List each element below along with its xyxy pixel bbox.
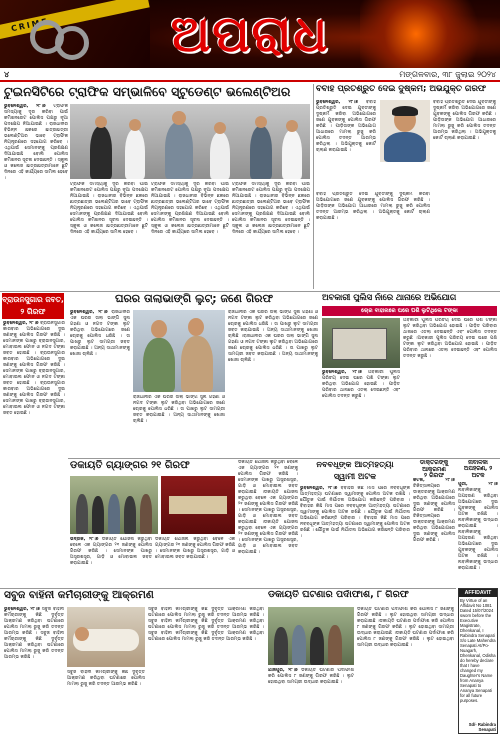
photo-person xyxy=(210,132,230,179)
story6-text: ଡକାୟତି ଯୋଜନା କରୁଥିବା ବେଳେ ଏକ ଗ୍ୟାଙ୍ଗର ୨୧ ଜଣଙ୍କୁ ପୋଲିସ ଗିରଫ କରିଛି । ସେମାନଙ୍କ ପାଖରୁ ଅସ୍ତ୍ରଶସ୍ତ୍ର, ଗାଡ଼ି ଓ ମୋବାଇଲ ଜବତ କରାଯାଇଛି । xyxy=(70,537,152,566)
story8-headline-text: ଡାକ୍ତରଙ୍କୁ ଆକ୍ରମଣ xyxy=(419,460,449,473)
story1-body xyxy=(4,104,68,289)
story11-col2 xyxy=(357,607,454,735)
story5-text: ବ୍ରାଉନସୁଗାର କାରବାର ଅଭିଯୋଗରେ ଦୁଇ ଜଣଙ୍କୁ ପୋଲିସ ଗିରଫ କରିଛି । ସେମାନଙ୍କ ପାଖରୁ ବ୍ରାଉନସୁଗାର, ମୋବାଇଲ ଫୋନ ଓ ନଗଦ ଟଙ୍କା ଜବତ ହୋଇଛି । xyxy=(3,321,65,356)
story1-byline: ଭୁବନେଶ୍ୱର, ୨୮।୭ xyxy=(4,104,46,109)
photo-person xyxy=(76,494,88,534)
photo-head xyxy=(286,120,298,132)
photo-person xyxy=(108,494,120,534)
photo-person xyxy=(292,625,306,665)
story9-text: ନାବାଳିକାଙ୍କୁ ଅପହରଣ କରିଥିବା ଅଭିଯୋଗରେ ଦୁଇ ଯୁବକଙ୍କୁ ପୋଲିସ ଅଟକ ରଖିଛି । ନାବାଳିକାଙ୍କୁ ଉଦ୍ଧାର କରାଯାଇଛି । xyxy=(458,488,498,529)
photo-person xyxy=(310,627,324,665)
story6-col3-text: ଡକାୟତି ଯୋଜନା କରୁଥିବା ବେଳେ ଏକ ଗ୍ୟାଙ୍ଗର ୨୧ ଜଣଙ୍କୁ ପୋଲିସ ଗିରଫ କରିଛି । ସେମାନଙ୍କ ପାଖରୁ ଅସ୍ତ୍ରଶସ୍ତ୍ର, ଗାଡ଼ି ଓ ମୋବାଇଲ ଜବତ କରାଯାଇଛି । xyxy=(238,520,298,555)
story5-text: ବ୍ରାଉନସୁଗାର କାରବାର ଅଭିଯୋଗରେ ଦୁଇ ଜଣଙ୍କୁ ପୋଲିସ ଗିରଫ କରିଛି । ସେମାନଙ୍କ ପାଖରୁ ବ୍ରାଉନସୁଗାର, ମୋବାଇଲ ଫୋନ ଓ ନଗଦ ଟଙ୍କା ଜବତ ହୋଇଛି । xyxy=(3,351,65,386)
story1-col2 xyxy=(70,182,148,290)
story10-text: ସବୁଜ ବାହିନୀ କର୍ମଚାରୀଙ୍କୁ କିଛି ଦୁର୍ବୃତ୍ତ ଆକ୍ରମଣ କରିଥିବା ଘଟଣାରେ ପୋଲିସ ମାମଲା ରୁଜୁ କରି ତଦନ୍ତ ଆରମ୍ଭ କରିଛି । xyxy=(4,607,64,636)
story6-col3 xyxy=(238,460,298,587)
photo-person xyxy=(384,132,426,162)
story4-col2-text: ଅବକାରୀ ପୁଲିସ ପରିଚୟ ଦେଇ ଘରେ ପଶି ଟଙ୍କା ଲୁଟ କରିଥିବା ଅଭିଯୋଗ ହୋଇଛି । ପୀଡ଼ିତ ପରିବାର ଥାନାରେ ଏତଲା ଦେଇଛନ୍ତି ଏବଂ ପୋଲିସ ତଦନ୍ତ କରୁଛି । xyxy=(403,318,497,341)
story6-col3-text: ଡକାୟତି ଯୋଜନା କରୁଥିବା ବେଳେ ଏକ ଗ୍ୟାଙ୍ଗର ୨୧ ଜଣଙ୍କୁ ପୋଲିସ ଗିରଫ କରିଛି । ସେମାନଙ୍କ ପାଖରୁ ଅସ୍ତ୍ରଶସ୍ତ୍ର, ଗାଡ଼ି ଓ ମୋବାଇଲ ଜବତ କରାଯାଇଛି । xyxy=(238,490,298,525)
story11-col2-text: ଡକାୟତି ଘଟଣାର ପର୍ଦାଫାଶ କରି ପୋଲିସ ୮ ଜଣଙ୍କୁ ଗିରଫ କରିଛି । ଲୁଟ ହୋଇଥିବା ସାମଗ୍ରୀ ଉଦ୍ଧାର କରାଯାଇଛି । xyxy=(357,631,454,648)
photo-head xyxy=(214,122,226,134)
story7-byline: ଭୁବନେଶ୍ୱର, ୨୮।୭ xyxy=(300,486,338,491)
photo-person xyxy=(92,496,104,534)
story3-col2 xyxy=(133,395,225,456)
photo-seized-table xyxy=(169,496,227,514)
story2-byline: ଭୁବନେଶ୍ୱର, ୨୮।୭ xyxy=(316,100,359,105)
photo-head xyxy=(255,116,267,128)
photo-person xyxy=(165,122,193,179)
story1-body-text: ଟ୍ରାଫିକ ସମସ୍ୟାକୁ ଦୂର କରିବା ପାଇଁ କମିଶନରେଟ ପୋଲିସ ପକ୍ଷରୁ ନୂଆ ପଦକ୍ଷେପ ନିଆଯାଇଛି । ରାଜଧାନୀର ବିଭିନ୍ନ ଛକରେ ଛାତ୍ରଛାତ୍ରୀ ଭଲେଣ୍ଟିଅର ଭାବେ ଟ୍ରାଫିକ ନିୟନ୍ତ୍ରଣରେ ସହଯୋଗ କରିବେ । ଏଥିପାଇଁ ସେମାନଙ୍କୁ ପ୍ରଶିକ୍ଷଣ ଦିଆଯାଇଛି ବୋଲି ପୋଲିସ କମିଶନର ସୂଚନା ଦେଇଛନ୍ତି । ସ୍କୁଲ ଓ କଲେଜ ଛାତ୍ରଛାତ୍ରୀମାନେ ଛୁଟି ଦିନରେ ଏହି କାର୍ଯ୍ୟରେ ସାମିଲ ହେବେ । xyxy=(4,104,68,181)
story10-col1 xyxy=(4,607,64,735)
story4-headline: ଅବକାରୀ ପୁଲିସ ନାଁରେ ଥାନାରେ ଅଭିଯୋଗ xyxy=(322,293,457,302)
story10-col3-text: ସବୁଜ ବାହିନୀ କର୍ମଚାରୀଙ୍କୁ କିଛି ଦୁର୍ବୃତ୍ତ ଆକ୍ରମଣ କରିଥିବା ଘଟଣାରେ ପୋଲିସ ମାମଲା ରୁଜୁ କରି ତଦନ୍ତ ଆରମ୍ଭ କରିଛି । xyxy=(148,619,264,630)
crime-scene-illustration xyxy=(0,0,150,68)
story7-body xyxy=(300,486,410,586)
photo-person xyxy=(181,336,213,392)
story11-headline: ଡକାୟତି ଘଟଣାର ପର୍ଦାଫାଶ, ୮ ଗିରଫ xyxy=(268,590,409,600)
story7-text: ବିବାହର କିଛି ମାସ ପରେ ନବବଧୂଙ୍କ ଆତ୍ମହତ୍ୟା ଘଟଣାରେ ସ୍ୱାମୀଙ୍କୁ ପୋଲିସ ଅଟକ ରଖିଛି । ଯୌତୁକ ପାଇଁ ନିର୍ଯାତନା ଅଭିଯୋଗ କରିଛନ୍ତି ପରିବାର । xyxy=(300,486,410,503)
story6-headline: ଡକାୟତି ଗ୍ୟାଙ୍ଗର ୨୧ ଗିରଫ xyxy=(70,460,190,471)
story6-col3-text: ଡକାୟତି ଯୋଜନା କରୁଥିବା ବେଳେ ଏକ ଗ୍ୟାଙ୍ଗର ୨୧ ଜଣଙ୍କୁ ପୋଲିସ ଗିରଫ କରିଛି । ସେମାନଙ୍କ ପାଖରୁ ଅସ୍ତ୍ରଶସ୍ତ୍ର, ଗାଡ଼ି ଓ ମୋବାଇଲ ଜବତ କରାଯାଇଛି । xyxy=(238,460,298,495)
photo-person xyxy=(140,494,152,534)
story10-col2-text: ସବୁଜ ବାହିନୀ କର୍ମଚାରୀଙ୍କୁ କିଛି ଦୁର୍ବୃତ୍ତ ଆକ୍ରମଣ କରିଥିବା ଘଟଣାରେ ପୋଲିସ ମାମଲା ରୁଜୁ କରି ତଦନ୍ତ ଆରମ୍ଭ କରିଛି । xyxy=(67,670,145,687)
photo-person xyxy=(282,130,302,179)
story7-text: ବିବାହର କିଛି ମାସ ପରେ ନବବଧୂଙ୍କ ଆତ୍ମହତ୍ୟା ଘଟଣାରେ ସ୍ୱାମୀଙ୍କୁ ପୋଲିସ ଅଟକ ରଖିଛି । ଯୌତୁକ ପାଇଁ ନିର୍ଯାତନା ଅଭିଯୋଗ କରିଛନ୍ତି ପରିବାର । xyxy=(300,516,410,539)
masthead-glow xyxy=(360,0,500,68)
story7-headline: ନବବଧୂଙ୍କ ଆତ୍ମହତ୍ୟା xyxy=(316,460,394,469)
story3-photo-accused xyxy=(133,310,225,392)
story4-col2-text: ଅବକାରୀ ପୁଲିସ ପରିଚୟ ଦେଇ ଘରେ ପଶି ଟଙ୍କା ଲୁଟ କରିଥିବା ଅଭିଯୋଗ ହୋଇଛି । ପୀଡ଼ିତ ପରିବାର ଥାନାରେ ଏତଲା ଦେଇଛନ୍ତି ଏବଂ ପୋଲିସ ତଦନ୍ତ କରୁଛି । xyxy=(403,336,497,359)
photo-head xyxy=(75,627,89,641)
photo-person xyxy=(124,496,136,534)
crime-tape: CRIME xyxy=(0,0,150,40)
story5-body xyxy=(3,321,65,586)
affidavit-signature: Sd/- Rabindra Senapati xyxy=(468,722,496,732)
story5-headline: ବ୍ରାଉନସୁଗାର ଜବତ, ୨ ଗିରଫ xyxy=(2,293,64,319)
story1-col4-text: ଟ୍ରାଫିକ ସମସ୍ୟାକୁ ଦୂର କରିବା ପାଇଁ କମିଶନରେଟ ପୋଲିସ ପକ୍ଷରୁ ନୂଆ ପଦକ୍ଷେପ ନିଆଯାଇଛି । ରାଜଧାନୀର ବିଭିନ୍ନ ଛକରେ ଛାତ୍ରଛାତ୍ରୀ ଭଲେଣ୍ଟିଅର ଭାବେ ଟ୍ରାଫିକ ନିୟନ୍ତ୍ରଣରେ ସହଯୋଗ କରିବେ । ଏଥିପାଇଁ ସେମାନଙ୍କୁ ପ୍ରଶିକ୍ଷଣ ଦିଆଯାଇଛି ବୋଲି ପୋଲିସ କମିଶନର ସୂଚନା ଦେଇଛନ୍ତି । ସ୍କୁଲ ଓ କଲେଜ ଛାତ୍ରଛାତ୍ରୀମାନେ ଛୁଟି ଦିନରେ ଏହି କାର୍ଯ୍ୟରେ ସାମିଲ ହେବେ । xyxy=(232,182,310,235)
story3-col3-text: ରାଜଧାନୀର ଏକ ଘରର ତାଲା ଭାଙ୍ଗି ସୁନା ଗହଣା ଓ ନଗଦ ଟଙ୍କା ଲୁଟ କରିଥିବା ଅଭିଯୋଗରେ ଜଣେ ଚୋରକୁ ପୋଲିସ ଧରିଛି । ତା ପାଖରୁ ଲୁଟ ସାମଗ୍ରୀ ଜବତ କରାଯାଇଛି । ଅନ୍ୟ ସାଥୀମାନଙ୍କୁ ଖୋଜା ଚାଲିଛି । xyxy=(228,310,318,339)
photo-head xyxy=(129,119,141,131)
affidavit-box xyxy=(458,588,498,734)
story11-photo-group xyxy=(268,607,354,665)
section-divider xyxy=(68,458,500,459)
story7-subheadline: ସ୍ୱାମୀ ଅଟକ xyxy=(333,472,377,481)
dateline xyxy=(0,68,500,82)
affidavit-body: By Virtue of an Affidavit No 1081 Dated 15/07/2024 sworn before the Executive Magistrate, Dhenkanal, I Rabindra Senapati S/o Late Mahendra Senapati At/Po-Nuagarh, Dhenkanal, Odisha do hereby declare that I have changed my Daughter's Name from Ananya Senapati to Ananya Senapati for all future purposes. xyxy=(460,598,496,703)
story1-col4 xyxy=(232,182,310,290)
story8-text: ଚିକିତ୍ସାଳୟରେ ଡାକ୍ତରଙ୍କୁ ଆକ୍ରମଣ କରିଥିବା ଅଭିଯୋଗରେ ଦୁଇ ଜଣଙ୍କୁ ପୋଲିସ ଗିରଫ କରିଛି । xyxy=(413,514,455,543)
photo-house xyxy=(332,328,387,360)
story8-text: ଚିକିତ୍ସାଳୟରେ ଡାକ୍ତରଙ୍କୁ ଆକ୍ରମଣ କରିଥିବା ଅଭିଯୋଗରେ ଦୁଇ ଜଣଙ୍କୁ ପୋଲିସ ଗିରଫ କରିଛି । xyxy=(413,484,455,513)
photo-head xyxy=(172,111,186,125)
story10-col2 xyxy=(67,670,145,735)
story11-col1 xyxy=(268,668,354,735)
story2-headline: ବିବାହ ପ୍ରତିଶ୍ରୁତି ଦେଇ ଦୁଷ୍କର୍ମ; ଅଭିଯୁକ୍ତ ଗିରଫ xyxy=(316,85,487,94)
story3-text: ରାଜଧାନୀର ଏକ ଘରର ତାଲା ଭାଙ୍ଗି ସୁନା ଗହଣା ଓ ନଗଦ ଟଙ୍କା ଲୁଟ କରିଥିବା ଅଭିଯୋଗରେ ଜଣେ ଚୋରକୁ ପୋଲିସ ଧରିଛି । ତା ପାଖରୁ ଲୁଟ ସାମଗ୍ରୀ ଜବତ କରାଯାଇଛି । ଅନ୍ୟ ସାଥୀମାନଙ୍କୁ ଖୋଜା ଚାଲିଛି । xyxy=(70,310,130,357)
story3-col3-text: ରାଜଧାନୀର ଏକ ଘରର ତାଲା ଭାଙ୍ଗି ସୁନା ଗହଣା ଓ ନଗଦ ଟଙ୍କା ଲୁଟ କରିଥିବା ଅଭିଯୋଗରେ ଜଣେ ଚୋରକୁ ପୋଲିସ ଧରିଛି । ତା ପାଖରୁ ଲୁଟ ସାମଗ୍ରୀ ଜବତ କରାଯାଇଛି । ଅନ୍ୟ ସାଥୀମାନଙ୍କୁ ଖୋଜା ଚାଲିଛି । xyxy=(228,334,318,363)
story6-photo-group xyxy=(70,476,158,534)
story8-headline xyxy=(413,460,455,480)
story10-col3-text: ସବୁଜ ବାହିନୀ କର୍ମଚାରୀଙ୍କୁ କିଛି ଦୁର୍ବୃତ୍ତ ଆକ୍ରମଣ କରିଥିବା ଘଟଣାରେ ପୋଲିସ ମାମଲା ରୁଜୁ କରି ତଦନ୍ତ ଆରମ୍ଭ କରିଛି । xyxy=(148,607,264,618)
story5-byline: ଭୁବନେଶ୍ୱର, ୨୮।୭ xyxy=(3,321,39,326)
affidavit-title: AFFIDAVIT xyxy=(459,589,497,597)
story3-col3 xyxy=(228,310,318,456)
story6-col1 xyxy=(70,537,152,587)
story4-col1 xyxy=(322,370,400,456)
story8-subheadline: ୨ ଗିରଫ xyxy=(424,472,444,480)
story11-col2-text: ଡକାୟତି ଘଟଣାର ପର୍ଦାଫାଶ କରି ପୋଲିସ ୮ ଜଣଙ୍କୁ ଗିରଫ କରିଛି । ଲୁଟ ହୋଇଥିବା ସାମଗ୍ରୀ ଉଦ୍ଧାର କରାଯାଇଛି । xyxy=(357,607,454,624)
story6-col2-text: ଡକାୟତି ଯୋଜନା କରୁଥିବା ବେଳେ ଏକ ଗ୍ୟାଙ୍ଗର ୨୧ ଜଣଙ୍କୁ ପୋଲିସ ଗିରଫ କରିଛି । ସେମାନଙ୍କ ପାଖରୁ ଅସ୍ତ୍ରଶସ୍ତ୍ର, ଗାଡ଼ି ଓ ମୋବାଇଲ ଜବତ କରାଯାଇଛି । xyxy=(155,537,235,560)
story2-col2-text: ବିବାହ ପ୍ରତିଶ୍ରୁତି ଦେଇ ଯୁବତୀଙ୍କୁ ଦୁଷ୍କର୍ମ କରିବା ଅଭିଯୋଗରେ ଜଣେ ଯୁବକଙ୍କୁ ପୋଲିସ ଗିରଫ କରିଛି । ପୀଡ଼ିତାଙ୍କ ଅଭିଯୋଗ ଆଧାରରେ ମାମଲା ରୁଜୁ କରି ପୋଲିସ ତଦନ୍ତ ଆରମ୍ଭ କରିଥିଲା । ଅଭିଯୁକ୍ତକୁ କୋର୍ଟ ଚାଲାଣ କରାଯାଇଛି । xyxy=(316,192,430,221)
story1-col3 xyxy=(151,182,229,290)
story9-headline: ନାବାଳିକା ଅପହରଣ, ୨ ଅଟକ xyxy=(463,460,493,479)
story8-body xyxy=(413,478,455,586)
story4-col2 xyxy=(403,318,497,456)
story3-byline: ଭୁବନେଶ୍ୱର, ୨୮।୭ xyxy=(70,310,108,315)
story10-headline: ସବୁଜ ବାହିନୀ କର୍ମଚାରୀଙ୍କୁ ଆକ୍ରମଣ xyxy=(4,590,154,601)
story4-subheadline: ଚୋର ବାହାନାରେ ଘରେ ପଶି ଲୁଟିଥିଲେ ଟଙ୍କା xyxy=(322,306,497,316)
photo-person xyxy=(125,129,145,179)
story4-text: ଅବକାରୀ ପୁଲିସ ପରିଚୟ ଦେଇ ଘରେ ପଶି ଟଙ୍କା ଲୁଟ କରିଥିବା ଅଭିଯୋଗ ହୋଇଛି । ପୀଡ଼ିତ ପରିବାର ଥାନାରେ ଏତଲା ଦେଇଛନ୍ତି ଏବଂ ପୋଲିସ ତଦନ୍ତ କରୁଛି । xyxy=(322,370,400,399)
story10-byline: ଭୁବନେଶ୍ୱର, ୨୮।୭ xyxy=(4,607,40,612)
story5-text: ବ୍ରାଉନସୁଗାର କାରବାର ଅଭିଯୋଗରେ ଦୁଇ ଜଣଙ୍କୁ ପୋଲିସ ଗିରଫ କରିଛି । ସେମାନଙ୍କ ପାଖରୁ ବ୍ରାଉନସୁଗାର, ମୋବାଇଲ ଫୋନ ଓ ନଗଦ ଟଙ୍କା ଜବତ ହୋଇଛି । xyxy=(3,381,65,416)
story1-col3-text: ଟ୍ରାଫିକ ସମସ୍ୟାକୁ ଦୂର କରିବା ପାଇଁ କମିଶନରେଟ ପୋଲିସ ପକ୍ଷରୁ ନୂଆ ପଦକ୍ଷେପ ନିଆଯାଇଛି । ରାଜଧାନୀର ବିଭିନ୍ନ ଛକରେ ଛାତ୍ରଛାତ୍ରୀ ଭଲେଣ୍ଟିଅର ଭାବେ ଟ୍ରାଫିକ ନିୟନ୍ତ୍ରଣରେ ସହଯୋଗ କରିବେ । ଏଥିପାଇଁ ସେମାନଙ୍କୁ ପ୍ରଶିକ୍ଷଣ ଦିଆଯାଇଛି ବୋଲି ପୋଲିସ କମିଶନର ସୂଚନା ଦେଇଛନ୍ତି । ସ୍କୁଲ ଓ କଲେଜ ଛାତ୍ରଛାତ୍ରୀମାନେ ଛୁଟି ଦିନରେ ଏହି କାର୍ଯ୍ୟରେ ସାମିଲ ହେବେ । xyxy=(151,182,229,235)
story4-byline: ଭୁବନେଶ୍ୱର, ୨୮।୭ xyxy=(322,370,362,375)
handcuff-icon xyxy=(55,26,89,60)
story9-body xyxy=(458,482,498,582)
story4-photo xyxy=(322,318,400,368)
story2-col2 xyxy=(316,192,430,290)
photo-head xyxy=(95,116,107,128)
section-divider xyxy=(0,588,456,589)
page-number: ୪ xyxy=(4,70,10,79)
photo-person xyxy=(274,627,288,665)
story9-byline: ପୁରୀ, ୨୮।୭ xyxy=(458,482,498,487)
story3-col2-text: ରାଜଧାନୀର ଏକ ଘରର ତାଲା ଭାଙ୍ଗି ସୁନା ଗହଣା ଓ ନଗଦ ଟଙ୍କା ଲୁଟ କରିଥିବା ଅଭିଯୋଗରେ ଜଣେ ଚୋରକୁ ପୋଲିସ ଧରିଛି । ତା ପାଖରୁ ଲୁଟ ସାମଗ୍ରୀ ଜବତ କରାଯାଇଛି । ଅନ୍ୟ ସାଥୀମାନଙ୍କୁ ଖୋଜା ଚାଲିଛି । xyxy=(133,395,225,424)
story6-photo-seized-items xyxy=(161,476,235,534)
photo-head xyxy=(151,320,167,338)
section-divider xyxy=(0,291,500,292)
story11-text: ଡକାୟତି ଘଟଣାର ପର୍ଦାଫାଶ କରି ପୋଲିସ ୮ ଜଣଙ୍କୁ ଗିରଫ କରିଛି । ଲୁଟ ହୋଇଥିବା ସାମଗ୍ରୀ ଉଦ୍ଧାର କରାଯାଇଛି । xyxy=(268,668,354,685)
photo-person xyxy=(328,625,342,665)
story1-headline: ଟୁଇନସିଟିରେ ଟ୍ରାଫିକ ସମ୍ଭାଳିବେ ସ୍ଟୁଡେଣ୍ଟ ଭଲେଣ୍ଟିଅର xyxy=(4,85,291,99)
photo-hair xyxy=(392,106,418,116)
story10-text: ସବୁଜ ବାହିନୀ କର୍ମଚାରୀଙ୍କୁ କିଛି ଦୁର୍ବୃତ୍ତ ଆକ୍ରମଣ କରିଥିବା ଘଟଣାରେ ପୋଲିସ ମାମଲା ରୁଜୁ କରି ତଦନ୍ତ ଆରମ୍ଭ କରିଛି । xyxy=(4,631,64,660)
story11-col2-text: ଡକାୟତି ଘଟଣାର ପର୍ଦାଫାଶ କରି ପୋଲିସ ୮ ଜଣଙ୍କୁ ଗିରଫ କରିଛି । ଲୁଟ ହୋଇଥିବା ସାମଗ୍ରୀ ଉଦ୍ଧାର କରାଯାଇଛି । xyxy=(357,619,454,636)
newspaper-title: ଅପରାଧ xyxy=(170,4,330,63)
photo-head xyxy=(188,318,204,336)
masthead xyxy=(0,0,500,68)
story2-text: ବିବାହ ପ୍ରତିଶ୍ରୁତି ଦେଇ ଯୁବତୀଙ୍କୁ ଦୁଷ୍କର୍ମ କରିବା ଅଭିଯୋଗରେ ଜଣେ ଯୁବକଙ୍କୁ ପୋଲିସ ଗିରଫ କରିଛି । ପୀଡ଼ିତାଙ୍କ ଅଭିଯୋଗ ଆଧାରରେ ମାମଲା ରୁଜୁ କରି ପୋଲିସ ତଦନ୍ତ ଆରମ୍ଭ କରିଥିଲା । ଅଭିଯୁକ୍ତକୁ କୋର୍ଟ ଚାଲାଣ କରାଯାଇଛି । xyxy=(316,100,376,153)
story2-accused-photo xyxy=(380,100,430,162)
story7-text: ବିବାହର କିଛି ମାସ ପରେ ନବବଧୂଙ୍କ ଆତ୍ମହତ୍ୟା ଘଟଣାରେ ସ୍ୱାମୀଙ୍କୁ ପୋଲିସ ଅଟକ ରଖିଛି । ଯୌତୁକ ପାଇଁ ନିର୍ଯାତନା ଅଭିଯୋଗ କରିଛନ୍ତି ପରିବାର । xyxy=(300,504,410,521)
story10-photo-injured xyxy=(67,607,145,667)
story3-headline: ଘରର ତାଲାଭାଙ୍ଗି ଲୁଟ୍; ଜଣେ ଗିରଫ xyxy=(114,293,274,305)
photo-person xyxy=(90,126,112,179)
story3-col1 xyxy=(70,310,130,456)
column-divider xyxy=(313,84,314,289)
story2-col1 xyxy=(316,100,376,190)
story10-col3-text: ସବୁଜ ବାହିନୀ କର୍ମଚାରୀଙ୍କୁ କିଛି ଦୁର୍ବୃତ୍ତ ଆକ୍ରମଣ କରିଥିବା ଘଟଣାରେ ପୋଲିସ ମାମଲା ରୁଜୁ କରି ତଦନ୍ତ ଆରମ୍ଭ କରିଛି । xyxy=(148,631,264,642)
story1-photo-volunteers xyxy=(70,104,310,179)
story9-text: ନାବାଳିକାଙ୍କୁ ଅପହରଣ କରିଥିବା ଅଭିଯୋଗରେ ଦୁଇ ଯୁବକଙ୍କୁ ପୋଲିସ ଅଟକ ରଖିଛି । ନାବାଳିକାଙ୍କୁ ଉଦ୍ଧାର କରାଯାଇଛି । xyxy=(458,530,498,571)
story10-col3 xyxy=(148,607,264,735)
photo-person xyxy=(250,126,272,179)
issue-date: ମଙ୍ଗଳବାର, ୩୮ ଜୁଲାଇ ୨୦୨୪ xyxy=(399,70,496,79)
story2-col3 xyxy=(433,100,496,290)
story6-byline: ଭଦ୍ରକ, ୨୮।୭ xyxy=(70,537,99,542)
story11-byline: ଯାଜପୁର, ୨୮।୭ xyxy=(268,668,298,673)
story8-byline: କଟକ, ୨୮।୭ xyxy=(413,478,455,483)
photo-person xyxy=(143,338,175,392)
story6-col2 xyxy=(155,537,235,587)
story1-col2-text: ଟ୍ରାଫିକ ସମସ୍ୟାକୁ ଦୂର କରିବା ପାଇଁ କମିଶନରେଟ ପୋଲିସ ପକ୍ଷରୁ ନୂଆ ପଦକ୍ଷେପ ନିଆଯାଇଛି । ରାଜଧାନୀର ବିଭିନ୍ନ ଛକରେ ଛାତ୍ରଛାତ୍ରୀ ଭଲେଣ୍ଟିଅର ଭାବେ ଟ୍ରାଫିକ ନିୟନ୍ତ୍ରଣରେ ସହଯୋଗ କରିବେ । ଏଥିପାଇଁ ସେମାନଙ୍କୁ ପ୍ରଶିକ୍ଷଣ ଦିଆଯାଇଛି ବୋଲି ପୋଲିସ କମିଶନର ସୂଚନା ଦେଇଛନ୍ତି । ସ୍କୁଲ ଓ କଲେଜ ଛାତ୍ରଛାତ୍ରୀମାନେ ଛୁଟି ଦିନରେ ଏହି କାର୍ଯ୍ୟରେ ସାମିଲ ହେବେ । xyxy=(70,182,148,235)
story2-col3-text: ବିବାହ ପ୍ରତିଶ୍ରୁତି ଦେଇ ଯୁବତୀଙ୍କୁ ଦୁଷ୍କର୍ମ କରିବା ଅଭିଯୋଗରେ ଜଣେ ଯୁବକଙ୍କୁ ପୋଲିସ ଗିରଫ କରିଛି । ପୀଡ଼ିତାଙ୍କ ଅଭିଯୋଗ ଆଧାରରେ ମାମଲା ରୁଜୁ କରି ପୋଲିସ ତଦନ୍ତ ଆରମ୍ଭ କରିଥିଲା । ଅଭିଯୁକ୍ତକୁ କୋର୍ଟ ଚାଲାଣ କରାଯାଇଛି । xyxy=(433,100,496,141)
